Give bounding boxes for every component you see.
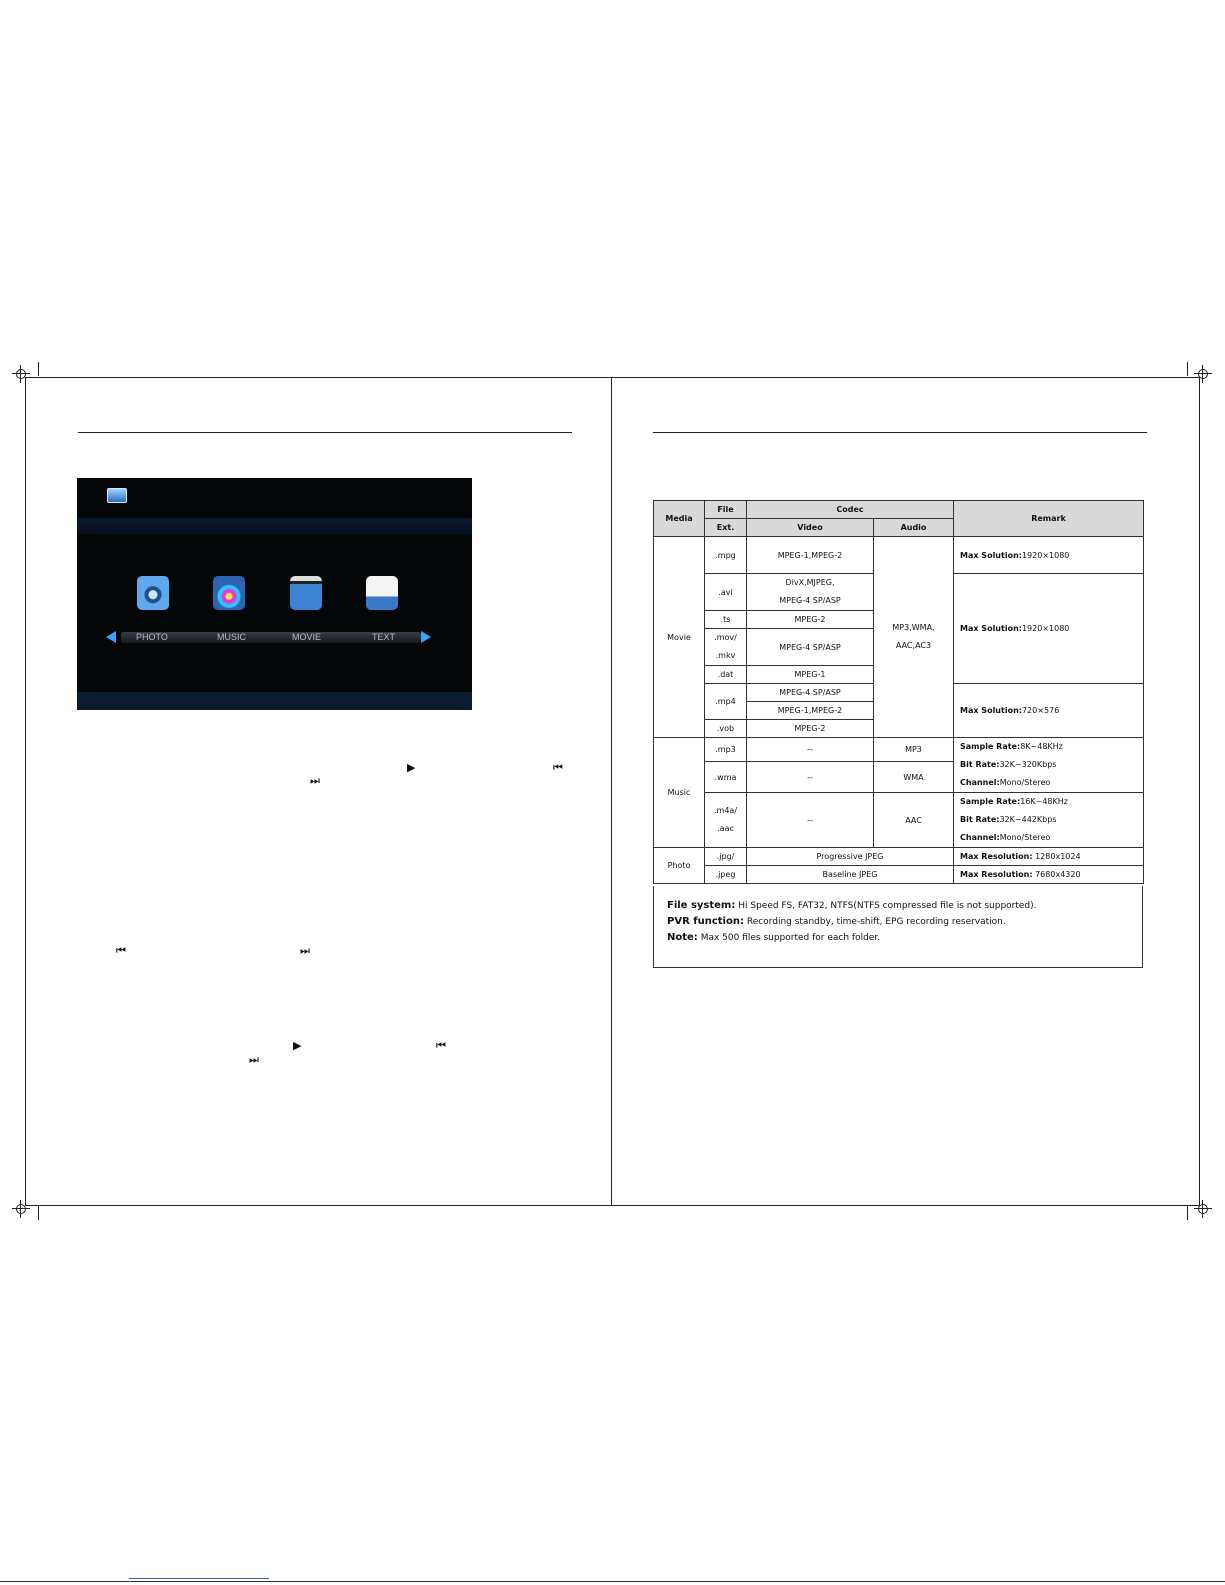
movie-audio-line2: AAC,AC3	[895, 641, 932, 650]
crop-mark	[38, 1206, 39, 1220]
audio-cell: AAC	[874, 793, 954, 848]
remark-value: 7680x4320	[1035, 870, 1081, 879]
notes-box	[653, 886, 1143, 968]
movie-audio-cell	[874, 537, 954, 738]
table-row	[654, 537, 1144, 574]
tv-media-menu-screenshot	[77, 478, 472, 710]
prev-icon: ⏮	[553, 761, 563, 774]
pvr-function-text: Recording standby, time-shift, EPG recording reservation.	[746, 917, 1006, 927]
media-music: Music	[654, 738, 705, 848]
table-row	[654, 848, 1144, 866]
crop-mark	[1187, 1206, 1188, 1220]
bottom-rule	[0, 1581, 1225, 1582]
music-disc-icon[interactable]	[213, 576, 245, 610]
arrow-right-icon[interactable]	[421, 631, 431, 643]
remark-key: Sample Rate:	[960, 742, 1021, 751]
menu-bottom-band	[77, 692, 472, 710]
file-system-text: Hi Speed FS, FAT32, NTFS(NTFS compressed file is not supported).	[738, 901, 1037, 911]
remark-cell	[954, 684, 1144, 738]
media-photo: Photo	[654, 848, 705, 884]
remark-key: Max Resolution:	[960, 870, 1033, 879]
ext-cell: .vob	[705, 720, 747, 738]
header-ext: Ext.	[705, 519, 747, 537]
table-row	[654, 738, 1144, 762]
next-icon: ⏭	[310, 774, 320, 787]
remark-key: Channel:	[960, 778, 1000, 787]
video-cell: MPEG-1	[747, 666, 874, 684]
arrow-left-icon[interactable]	[106, 631, 116, 643]
page-frame-top	[25, 377, 1200, 378]
ext-cell: .ts	[705, 611, 747, 629]
header-video: Video	[747, 519, 874, 537]
video-line2: MPEG-4 SP/ASP	[779, 596, 841, 605]
remark-value: Mono/Stereo	[999, 778, 1051, 787]
crop-mark	[38, 362, 39, 376]
remark-key: Max Solution:	[960, 706, 1022, 715]
remark-value: 16K~48KHz	[1020, 797, 1068, 806]
menu-item-text[interactable]: TEXT	[372, 632, 396, 642]
page-frame-bottom	[25, 1205, 1200, 1206]
video-cell: MPEG-4 SP/ASP	[747, 684, 874, 702]
remark-cell	[954, 738, 1144, 793]
camera-icon[interactable]	[137, 576, 169, 610]
ext-cell: .jpg/	[705, 848, 747, 866]
remark-value: Mono/Stereo	[999, 833, 1051, 842]
audio-cell: WMA	[874, 762, 954, 793]
header-codec: Codec	[747, 501, 954, 519]
remark-key: Bit Rate:	[960, 760, 1000, 769]
ext-cell: .avi	[705, 574, 747, 611]
play-icon: ▶	[293, 1039, 302, 1052]
remark-value: 32K~442Kbps	[999, 815, 1057, 824]
remark-key: Channel:	[960, 833, 1000, 842]
pvr-function-label: PVR function:	[667, 916, 744, 927]
registration-mark-icon	[12, 1200, 30, 1218]
ext-cell	[705, 793, 747, 848]
remark-cell	[954, 574, 1144, 684]
ext-line1: .m4a/	[713, 806, 738, 815]
note-text: Max 500 files supported for each folder.	[700, 933, 881, 943]
remark-cell	[954, 793, 1144, 848]
ext-cell: .mp3	[705, 738, 747, 762]
video-cell: Baseline JPEG	[747, 866, 954, 884]
file-system-label: File system:	[667, 900, 736, 911]
remark-value: 8K~48KHz	[1020, 742, 1063, 751]
ext-line2: .aac	[717, 824, 734, 833]
ext-line2: .mkv	[715, 651, 736, 660]
table-row	[654, 866, 1144, 884]
page-spine	[611, 377, 612, 1206]
remark-cell	[954, 537, 1144, 574]
table-row	[654, 793, 1144, 848]
video-cell	[747, 574, 874, 611]
remark-value: 1280x1024	[1035, 852, 1081, 861]
clapperboard-icon[interactable]	[290, 576, 322, 610]
document-icon[interactable]	[366, 576, 398, 610]
crop-mark	[1187, 362, 1188, 376]
ext-cell: .mp4	[705, 684, 747, 720]
menu-item-movie[interactable]: MOVIE	[292, 632, 322, 642]
play-icon: ▶	[407, 761, 416, 774]
remark-value: 720×576	[1021, 706, 1060, 715]
registration-mark-icon	[12, 365, 30, 383]
ext-cell	[705, 629, 747, 666]
audio-cell: MP3	[874, 738, 954, 762]
remark-value: 1920×1080	[1021, 550, 1070, 560]
ext-cell: .dat	[705, 666, 747, 684]
registration-mark-icon	[1194, 1200, 1212, 1218]
header-remark: Remark	[954, 501, 1144, 537]
note-label: Note:	[667, 932, 698, 943]
remark-key: Max Solution:	[960, 624, 1022, 633]
prev-icon: ⏮	[116, 944, 126, 957]
usb-logo-icon	[107, 488, 127, 503]
menu-item-photo[interactable]: PHOTO	[136, 632, 168, 642]
video-cell: MPEG-2	[747, 720, 874, 738]
ext-cell: .mpg	[705, 537, 747, 574]
page-frame-right	[1199, 377, 1200, 1206]
ext-cell: .jpeg	[705, 866, 747, 884]
remark-cell	[954, 848, 1144, 866]
remark-value: 1920×1080	[1021, 624, 1070, 633]
left-header-rule	[78, 432, 572, 433]
next-icon: ⏭	[249, 1053, 259, 1066]
video-cell: Progressive JPEG	[747, 848, 954, 866]
header-audio: Audio	[874, 519, 954, 537]
page-frame-left	[25, 377, 26, 1206]
video-cell: --	[747, 738, 874, 762]
video-cell: --	[747, 793, 874, 848]
next-icon: ⏭	[300, 944, 310, 957]
movie-audio-line1: MP3,WMA,	[892, 623, 935, 632]
media-movie: Movie	[654, 537, 705, 738]
video-cell: MPEG-2	[747, 611, 874, 629]
video-cell: --	[747, 762, 874, 793]
remark-value: 32K~320Kbps	[999, 760, 1057, 769]
remark-key: Max Solution:	[960, 550, 1022, 560]
registration-mark-icon	[1194, 365, 1212, 383]
video-cell: MPEG-1,MPEG-2	[747, 702, 874, 720]
header-file: File	[705, 501, 747, 519]
ext-line1: .mov/	[714, 633, 737, 642]
remark-cell	[954, 866, 1144, 884]
remark-key: Max Resolution:	[960, 852, 1033, 861]
menu-top-band	[77, 518, 472, 534]
menu-item-music[interactable]: MUSIC	[217, 632, 246, 642]
video-line1: DivX,MJPEG,	[785, 578, 835, 587]
ext-cell: .wma	[705, 762, 747, 793]
right-header-rule	[653, 432, 1147, 433]
prev-icon: ⏮	[436, 1039, 446, 1052]
link-underline	[129, 1578, 269, 1579]
video-cell: MPEG-1,MPEG-2	[747, 537, 874, 574]
header-media: Media	[654, 501, 705, 537]
remark-key: Bit Rate:	[960, 815, 1000, 824]
video-cell: MPEG-4 SP/ASP	[747, 629, 874, 666]
media-format-table	[653, 500, 1144, 884]
remark-key: Sample Rate:	[960, 797, 1021, 806]
